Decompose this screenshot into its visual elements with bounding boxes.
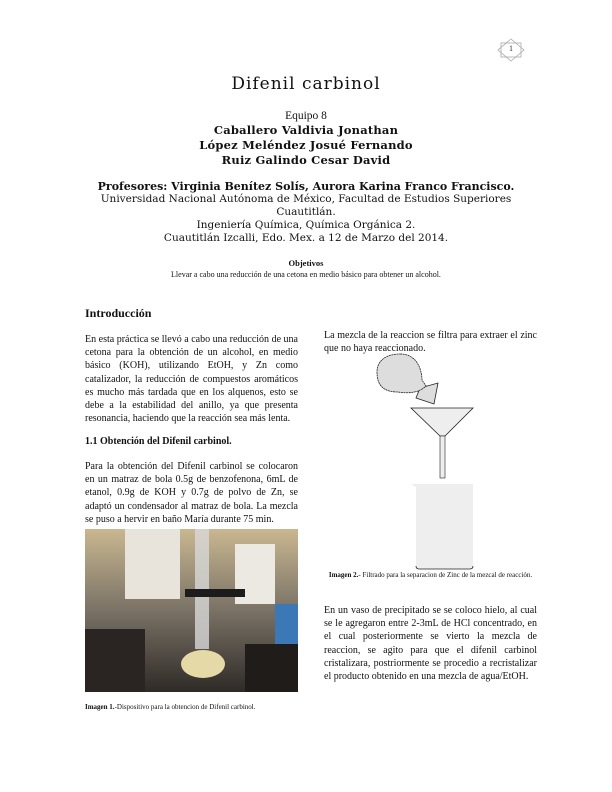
author: Caballero Valdivia Jonathan	[213, 123, 399, 137]
intro-heading: Introducción	[85, 306, 152, 320]
institution-line: Cuautitlán.	[276, 206, 336, 218]
document-title: Difenil carbinol	[231, 74, 381, 94]
figure1-caption-text: -Dispositivo para la obtencion de Difenil carbinol.	[114, 703, 256, 711]
author: López Meléndez Josué Fernando	[199, 138, 413, 152]
objective-text: Llevar a cabo una reducción de una cetona en medio básico para obtener un alcohol.	[171, 270, 441, 279]
lab-photo	[85, 529, 298, 692]
beaker-icon	[411, 484, 473, 569]
objective-heading: Objetivos	[288, 258, 324, 268]
filter-text: La mezcla de la reaccion se filtra para extraer el zinc que no haya reaccionado.	[324, 330, 537, 355]
figure2-caption	[324, 570, 537, 580]
figure1-caption	[85, 703, 256, 711]
intro-text: En esta práctica se llevó a cabo una reducción de una cetona para la obtención de un alcohol, en medio básico (KOH), utilizando EtOH, y Zn como catalizador, la reducción de compuestos aromáticos es mucho más tardada que en los alquenos, esto se debe a la estabilidad del anillo, ya que presenta resonancia, haciendo que la reacción sea más lenta.	[85, 334, 298, 425]
institution-line: Universidad Nacional Autónoma de México, Facultad de Estudios Superiores	[100, 193, 512, 205]
team-label: Equipo 8	[285, 110, 327, 122]
page-number: 1	[509, 44, 513, 53]
flask-icon	[377, 354, 438, 404]
filtration-diagram	[340, 350, 520, 572]
section-text: Para la obtención del Difenil carbinol se colocaron en un matraz de bola 0.5g de benzofenona, 6mL de etanol, 0.9g de KOH y 0.7g de polvo de Zn, se adaptó un condensador al matraz de bola. La mezcla se puso a hervir en baño María durante 75 min.	[85, 461, 298, 525]
professors: Profesores: Virginia Benítez Solís, Aurora Karina Franco Francisco.	[97, 180, 515, 193]
funnel-icon	[411, 408, 473, 478]
institution-line: Cuautitlán Izcalli, Edo. Mex. a 12 de Marzo del 2014.	[163, 232, 449, 244]
figure2-label: Imagen 2.	[328, 571, 359, 579]
final-text: En un vaso de precipitado se se coloco hielo, al cual se le agregaron entre 2-3mL de HCl concentrado, en el cual posteriormente se vierto la mezcla de reaccion, se agito para que el difenil carbinol cristalizara, postriormente se procedio a recristalizar el producto obtenido en una mezcla de agua/EtOH.	[324, 605, 537, 683]
figure1-label: Imagen 1.	[85, 703, 115, 711]
figure2-caption-text: - Filtrado para la separacion de Zinc de la mezcal de reacción.	[358, 571, 533, 579]
author: Ruiz Galindo Cesar David	[221, 153, 391, 167]
institution-line: Ingeniería Química, Química Orgánica 2.	[196, 219, 416, 231]
section-heading: 1.1 Obtención del Difenil carbinol.	[85, 436, 232, 447]
